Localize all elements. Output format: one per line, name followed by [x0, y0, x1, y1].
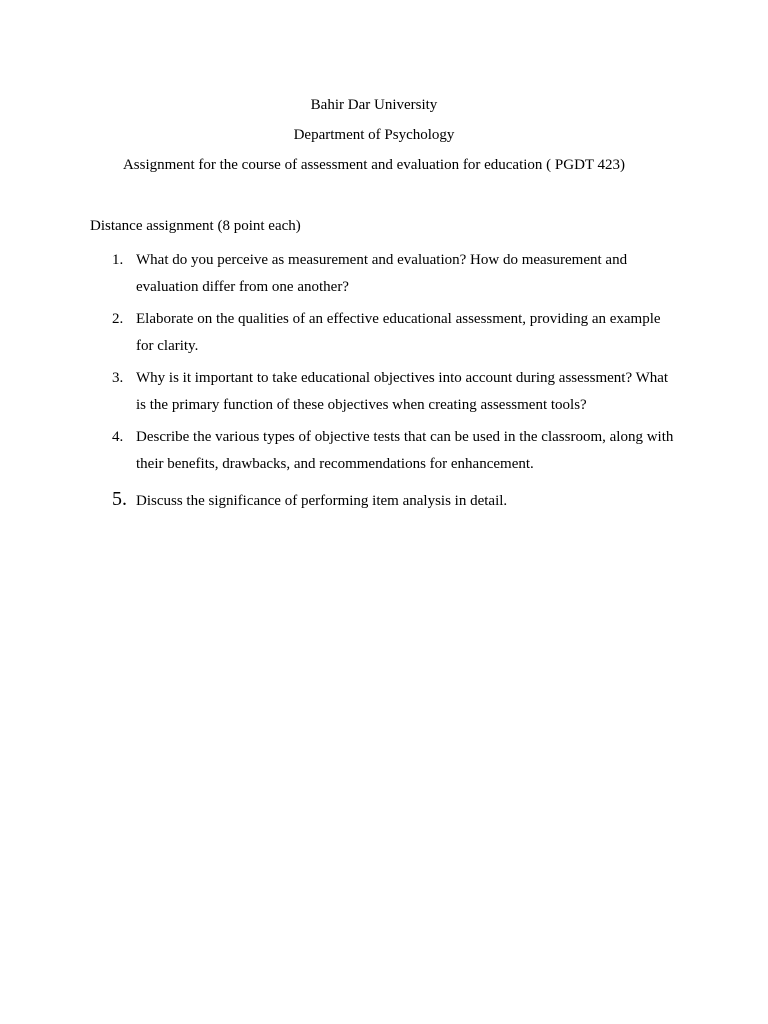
question-text: Discuss the significance of performing item analysis in detail. — [136, 493, 508, 509]
question-number: 1. — [112, 252, 124, 268]
question-item-1 — [0, 247, 681, 301]
question-text: Why is it important to take educational objectives into account during assessment? What is the primary function of these objectives when creating assessment tools? — [136, 370, 669, 413]
question-number: 3. — [112, 370, 124, 386]
question-list — [0, 247, 768, 520]
question-text: Elaborate on the qualities of an effective educational assessment, providing an example for clarity. — [136, 311, 661, 354]
department-name: Department of Psychology — [293, 127, 455, 143]
question-number: 5. — [112, 488, 127, 510]
question-text: Describe the various types of objective tests that can be used in the classroom, along with their benefits, drawbacks, and recommendations for enhancement. — [136, 429, 674, 472]
question-item-2 — [0, 306, 681, 360]
assignment-title: Assignment for the course of assessment and evaluation for education ( PGDT 423) — [122, 157, 626, 173]
question-text: What do you perceive as measurement and evaluation? How do measurement and evaluation differ from one another? — [136, 252, 628, 295]
question-item-3 — [0, 365, 681, 419]
question-item-4 — [0, 424, 681, 478]
section-heading: Distance assignment (8 point each) — [90, 218, 301, 234]
university-name: Bahir Dar University — [310, 97, 438, 113]
question-item-5 — [0, 488, 681, 515]
question-number: 4. — [112, 429, 124, 445]
question-number: 2. — [112, 311, 124, 327]
